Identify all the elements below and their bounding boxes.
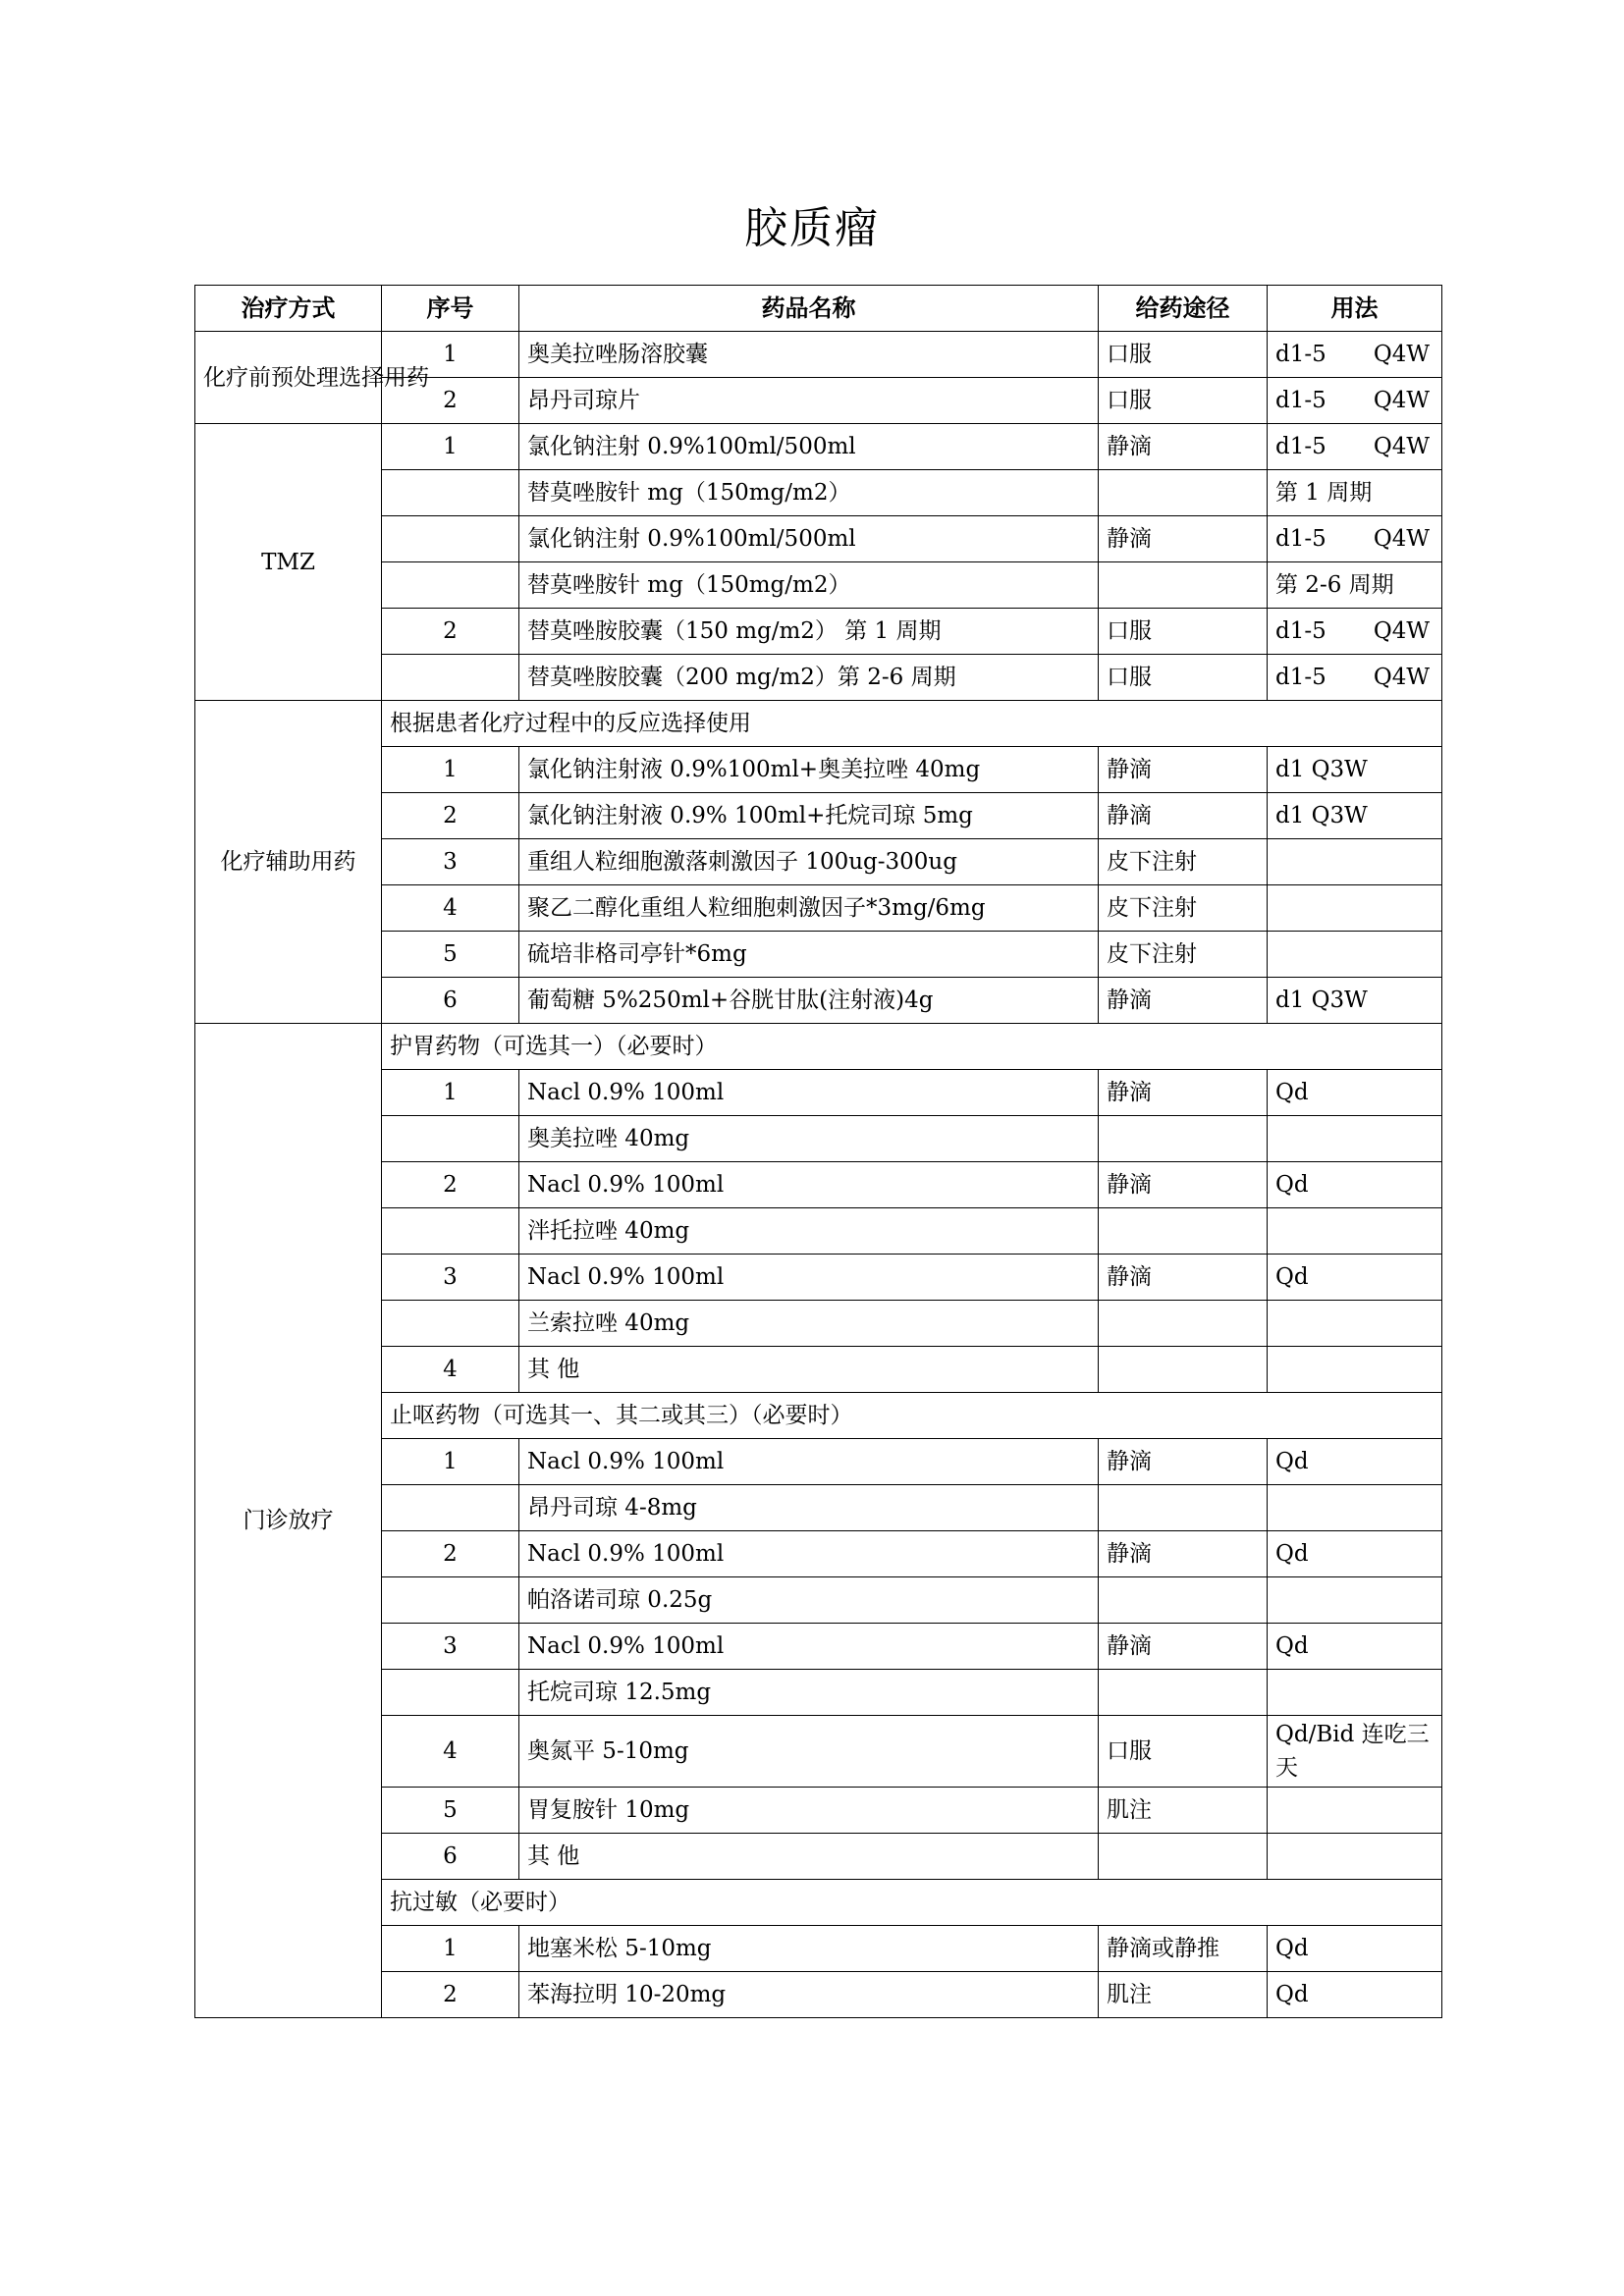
- seq-cell: 1: [382, 1439, 519, 1485]
- usage-cell: d1 Q3W: [1268, 978, 1442, 1024]
- usage-days: d1-5: [1275, 618, 1326, 644]
- table-row: [195, 609, 1442, 655]
- route-cell: 口服: [1099, 1716, 1268, 1788]
- route-cell: 皮下注射: [1099, 932, 1268, 978]
- drug-name-cell: 地塞米松 5-10mg: [519, 1926, 1099, 1972]
- drug-name-cell: 氯化钠注射 0.9%100ml/500ml: [519, 516, 1099, 562]
- table-row: [195, 655, 1442, 701]
- seq-cell: 2: [382, 1531, 519, 1577]
- table-row: [195, 1624, 1442, 1670]
- usage-cell: Qd: [1268, 1439, 1442, 1485]
- route-cell: 静滴: [1099, 978, 1268, 1024]
- drug-name-cell: 奥美拉唑 40mg: [519, 1116, 1099, 1162]
- usage-cycle: Q4W: [1373, 665, 1430, 690]
- usage-cell: Qd: [1268, 1972, 1442, 2018]
- section-heading: 抗过敏（必要时）: [382, 1880, 1442, 1926]
- usage-cycle: Q4W: [1373, 618, 1430, 644]
- drug-name-cell: Nacl 0.9% 100ml: [519, 1070, 1099, 1116]
- route-cell: 肌注: [1099, 1972, 1268, 2018]
- usage-cell: [1268, 1788, 1442, 1834]
- usage-cell: [1268, 1347, 1442, 1393]
- treatment-category-cell: 化疗辅助用药: [195, 701, 382, 1024]
- table-row: [195, 1834, 1442, 1880]
- usage-cell: [1268, 655, 1442, 701]
- route-cell: [1099, 1577, 1268, 1624]
- seq-cell: [382, 1116, 519, 1162]
- section-heading: 止呕药物（可选其一、其二或其三）（必要时）: [382, 1393, 1442, 1439]
- route-cell: 口服: [1099, 655, 1268, 701]
- drug-name-cell: 奥美拉唑肠溶胶囊: [519, 332, 1099, 378]
- route-cell: [1099, 470, 1268, 516]
- table-row: [195, 1116, 1442, 1162]
- seq-cell: 4: [382, 1716, 519, 1788]
- route-cell: 静滴: [1099, 1162, 1268, 1208]
- usage-cell: [1268, 378, 1442, 424]
- table-row: [195, 424, 1442, 470]
- table-row: [195, 470, 1442, 516]
- drug-name-cell: 其 他: [519, 1347, 1099, 1393]
- usage-days: d1-5: [1275, 388, 1326, 413]
- route-cell: 静滴: [1099, 793, 1268, 839]
- usage-cell: [1268, 1670, 1442, 1716]
- route-cell: 静滴: [1099, 1531, 1268, 1577]
- section-row: [195, 701, 1442, 747]
- drug-name-cell: Nacl 0.9% 100ml: [519, 1531, 1099, 1577]
- drug-name-cell: Nacl 0.9% 100ml: [519, 1624, 1099, 1670]
- drug-name-cell: 替莫唑胺胶囊（200 mg/m2）第 2-6 周期: [519, 655, 1099, 701]
- drug-name-cell: 葡萄糖 5%250ml+谷胱甘肽(注射液)4g: [519, 978, 1099, 1024]
- usage-cell: [1268, 332, 1442, 378]
- seq-cell: 3: [382, 1624, 519, 1670]
- header-route: 给药途径: [1099, 286, 1268, 332]
- drug-name-cell: 氯化钠注射液 0.9%100ml+奥美拉唑 40mg: [519, 747, 1099, 793]
- route-cell: 静滴: [1099, 424, 1268, 470]
- route-cell: 静滴: [1099, 1070, 1268, 1116]
- drug-name-cell: 泮托拉唑 40mg: [519, 1208, 1099, 1255]
- route-cell: 静滴: [1099, 1255, 1268, 1301]
- drug-name-cell: 聚乙二醇化重组人粒细胞刺激因子*3mg/6mg: [519, 885, 1099, 932]
- usage-cell: d1 Q3W: [1268, 747, 1442, 793]
- drug-name-cell: 替莫唑胺胶囊（150 mg/m2） 第 1 周期: [519, 609, 1099, 655]
- seq-cell: 2: [382, 609, 519, 655]
- table-row: [195, 1070, 1442, 1116]
- table-row: [195, 516, 1442, 562]
- usage-cycle: Q4W: [1373, 526, 1430, 552]
- drug-name-cell: 替莫唑胺针 mg（150mg/m2）: [519, 562, 1099, 609]
- usage-value: [1275, 663, 1434, 692]
- table-row: [195, 1255, 1442, 1301]
- usage-cell: [1268, 1301, 1442, 1347]
- usage-cell: d1 Q3W: [1268, 793, 1442, 839]
- seq-cell: 5: [382, 1788, 519, 1834]
- route-cell: 口服: [1099, 378, 1268, 424]
- drug-name-cell: 托烷司琼 12.5mg: [519, 1670, 1099, 1716]
- document-title: 胶质瘤: [744, 203, 880, 253]
- table-row: [195, 932, 1442, 978]
- seq-cell: 1: [382, 747, 519, 793]
- seq-cell: 2: [382, 378, 519, 424]
- seq-cell: 2: [382, 1162, 519, 1208]
- table-row: [195, 978, 1442, 1024]
- table-row: [195, 1301, 1442, 1347]
- table-row: [195, 332, 1442, 378]
- seq-cell: 2: [382, 793, 519, 839]
- usage-cell: Qd: [1268, 1531, 1442, 1577]
- table-row: [195, 1485, 1442, 1531]
- drug-name-cell: 昂丹司琼片: [519, 378, 1099, 424]
- usage-value: [1275, 432, 1434, 461]
- route-cell: 肌注: [1099, 1788, 1268, 1834]
- route-cell: 皮下注射: [1099, 885, 1268, 932]
- route-cell: [1099, 1670, 1268, 1716]
- usage-cycle: Q4W: [1373, 388, 1430, 413]
- treatment-category-cell: 化疗前预处理选择用药: [195, 332, 382, 424]
- drug-name-cell: 其 他: [519, 1834, 1099, 1880]
- drug-name-cell: 胃复胺针 10mg: [519, 1788, 1099, 1834]
- section-heading: 根据患者化疗过程中的反应选择使用: [382, 701, 1442, 747]
- header-row: [195, 286, 1442, 332]
- section-row: [195, 1393, 1442, 1439]
- seq-cell: [382, 1670, 519, 1716]
- seq-cell: [382, 562, 519, 609]
- treatment-category-cell: TMZ: [195, 424, 382, 701]
- table-row: [195, 1162, 1442, 1208]
- drug-name-cell: 氯化钠注射 0.9%100ml/500ml: [519, 424, 1099, 470]
- seq-cell: [382, 1485, 519, 1531]
- table-row: [195, 839, 1442, 885]
- seq-cell: [382, 1577, 519, 1624]
- usage-cell: 第 2-6 周期: [1268, 562, 1442, 609]
- usage-cell: [1268, 1834, 1442, 1880]
- table-row: [195, 1347, 1442, 1393]
- seq-cell: 4: [382, 1347, 519, 1393]
- drug-name-cell: Nacl 0.9% 100ml: [519, 1439, 1099, 1485]
- route-cell: [1099, 562, 1268, 609]
- usage-cell: [1268, 1208, 1442, 1255]
- table-row: [195, 1439, 1442, 1485]
- seq-cell: 3: [382, 1255, 519, 1301]
- seq-cell: 1: [382, 332, 519, 378]
- route-cell: 静滴: [1099, 1439, 1268, 1485]
- table-row: [195, 1972, 1442, 2018]
- usage-value: [1275, 616, 1434, 646]
- drug-name-cell: Nacl 0.9% 100ml: [519, 1162, 1099, 1208]
- route-cell: 静滴: [1099, 1624, 1268, 1670]
- drug-name-cell: 硫培非格司亭针*6mg: [519, 932, 1099, 978]
- seq-cell: 2: [382, 1972, 519, 2018]
- route-cell: [1099, 1301, 1268, 1347]
- route-cell: 静滴: [1099, 747, 1268, 793]
- usage-cycle: Q4W: [1373, 342, 1430, 367]
- route-cell: 皮下注射: [1099, 839, 1268, 885]
- usage-cycle: Q4W: [1373, 434, 1430, 459]
- drug-name-cell: 替莫唑胺针 mg（150mg/m2）: [519, 470, 1099, 516]
- header-seq: 序号: [382, 286, 519, 332]
- seq-cell: [382, 1208, 519, 1255]
- usage-cell: [1268, 1577, 1442, 1624]
- route-cell: [1099, 1834, 1268, 1880]
- usage-cell: [1268, 839, 1442, 885]
- usage-cell: Qd: [1268, 1070, 1442, 1116]
- usage-cell: Qd: [1268, 1255, 1442, 1301]
- usage-cell: [1268, 932, 1442, 978]
- seq-cell: [382, 1301, 519, 1347]
- table-row: [195, 1788, 1442, 1834]
- usage-cell: Qd/Bid 连吃三天: [1268, 1716, 1442, 1788]
- seq-cell: 1: [382, 1926, 519, 1972]
- route-cell: [1099, 1208, 1268, 1255]
- header-drug: 药品名称: [519, 286, 1099, 332]
- table-row: [195, 1926, 1442, 1972]
- usage-cell: [1268, 1485, 1442, 1531]
- usage-days: d1-5: [1275, 665, 1326, 690]
- usage-cell: [1268, 1116, 1442, 1162]
- header-treatment: 治疗方式: [195, 286, 382, 332]
- route-cell: 口服: [1099, 332, 1268, 378]
- usage-days: d1-5: [1275, 342, 1326, 367]
- treatment-category-cell: 门诊放疗: [195, 1024, 382, 2018]
- section-row: [195, 1024, 1442, 1070]
- route-cell: [1099, 1347, 1268, 1393]
- drug-name-cell: 奥氮平 5-10mg: [519, 1716, 1099, 1788]
- drug-name-cell: 苯海拉明 10-20mg: [519, 1972, 1099, 2018]
- usage-value: [1275, 386, 1434, 415]
- usage-cell: 第 1 周期: [1268, 470, 1442, 516]
- seq-cell: 1: [382, 424, 519, 470]
- seq-cell: 1: [382, 1070, 519, 1116]
- drug-name-cell: 兰索拉唑 40mg: [519, 1301, 1099, 1347]
- usage-cell: [1268, 885, 1442, 932]
- seq-cell: [382, 470, 519, 516]
- seq-cell: [382, 516, 519, 562]
- regimen-table: [194, 285, 1442, 2018]
- drug-name-cell: Nacl 0.9% 100ml: [519, 1255, 1099, 1301]
- table-row: [195, 1716, 1442, 1788]
- usage-cell: [1268, 609, 1442, 655]
- table-row: [195, 1531, 1442, 1577]
- seq-cell: 6: [382, 978, 519, 1024]
- route-cell: 口服: [1099, 609, 1268, 655]
- drug-name-cell: 昂丹司琼 4-8mg: [519, 1485, 1099, 1531]
- usage-cell: [1268, 516, 1442, 562]
- usage-cell: [1268, 424, 1442, 470]
- drug-name-cell: 重组人粒细胞激落刺激因子 100ug-300ug: [519, 839, 1099, 885]
- table-row: [195, 1208, 1442, 1255]
- section-heading: 护胃药物（可选其一）（必要时）: [382, 1024, 1442, 1070]
- drug-name-cell: 帕洛诺司琼 0.25g: [519, 1577, 1099, 1624]
- header-usage: 用法: [1268, 286, 1442, 332]
- table-row: [195, 562, 1442, 609]
- route-cell: [1099, 1485, 1268, 1531]
- usage-value: [1275, 340, 1434, 369]
- seq-cell: 3: [382, 839, 519, 885]
- usage-days: d1-5: [1275, 526, 1326, 552]
- drug-name-cell: 氯化钠注射液 0.9% 100ml+托烷司琼 5mg: [519, 793, 1099, 839]
- seq-cell: 5: [382, 932, 519, 978]
- seq-cell: [382, 655, 519, 701]
- table-row: [195, 1670, 1442, 1716]
- usage-cell: Qd: [1268, 1624, 1442, 1670]
- usage-value: [1275, 524, 1434, 554]
- usage-cell: Qd: [1268, 1926, 1442, 1972]
- table-row: [195, 1577, 1442, 1624]
- section-row: [195, 1880, 1442, 1926]
- table-row: [195, 747, 1442, 793]
- route-cell: 静滴或静推: [1099, 1926, 1268, 1972]
- table-row: [195, 885, 1442, 932]
- seq-cell: 6: [382, 1834, 519, 1880]
- table-row: [195, 793, 1442, 839]
- route-cell: [1099, 1116, 1268, 1162]
- usage-cell: Qd: [1268, 1162, 1442, 1208]
- usage-days: d1-5: [1275, 434, 1326, 459]
- route-cell: 静滴: [1099, 516, 1268, 562]
- seq-cell: 4: [382, 885, 519, 932]
